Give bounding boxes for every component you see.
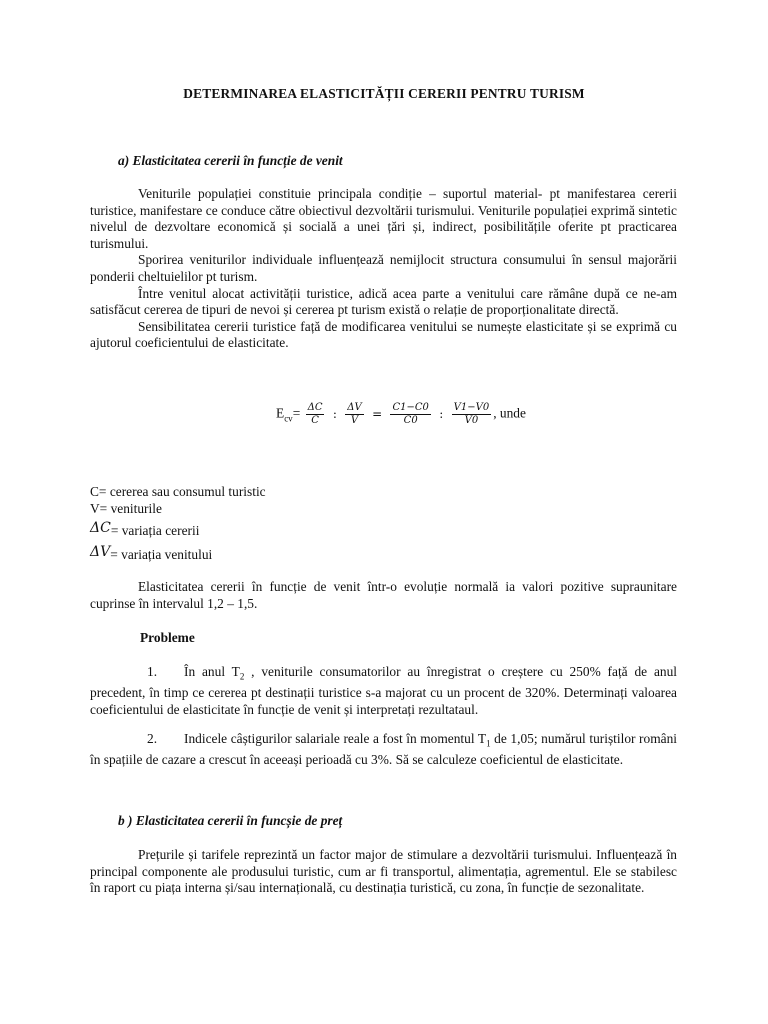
formula-lhs: E bbox=[276, 405, 285, 421]
formula-eq2: = bbox=[372, 407, 383, 422]
paragraph: Sporirea veniturilor individuale influențează nemijlocit structura consumului în sensul majorării ponderii cheltuielilor pt turism. bbox=[90, 252, 677, 284]
definition-c: C= cererea sau consumul turistic bbox=[90, 484, 266, 499]
problems-heading: Probleme bbox=[140, 630, 195, 645]
section-b-heading: b ) Elasticitatea cererii în funcșie de preț bbox=[118, 813, 343, 828]
formula-colon: : bbox=[332, 407, 337, 422]
section-b-body: Prețurile și tarifele reprezintă un factor major de stimulare a dezvoltării turismului. Influențează în principal componente ale produsului turistic, cum ar fi transportul, alimentația, agrementul. Ele se stabilesc în raport cu piața interna și/sau internațională, cu destinația turistică, cu zona, în funcție de sezonalitate. bbox=[90, 847, 677, 896]
fraction-delta-c: $\frac{\Delta C}{C}$ bbox=[307, 402, 323, 426]
problem-2: 2. Indicele câștigurilor salariale reale a fost în momentul $T_1$ de 1,05; numărul turiștilor români în spațiile de cazare a crescut în aceeași perioadă cu 3%. Să se calculeze coeficientul de elasticitate. bbox=[90, 731, 677, 768]
definition-delta-c: ΔC= variația cererii bbox=[90, 520, 200, 538]
formula-colon2: : bbox=[439, 407, 444, 422]
document-title: DETERMINAREA ELASTICITĂȚII CERERII PENTRU TURISM bbox=[183, 86, 585, 101]
fraction-delta-v: $\frac{\Delta V}{V}$ bbox=[347, 402, 362, 426]
formula-suffix: , unde bbox=[493, 405, 526, 421]
formula-eq: = bbox=[292, 405, 301, 421]
section-a-conclusion: Elasticitatea cererii în funcție de venit într-o evoluție normală ia valori pozitive supraunitare cuprinse în intervalul 1,2 – 1,5. bbox=[90, 579, 677, 611]
fraction-c1-c0: $\frac{C1-C0}{C0}$ bbox=[392, 402, 429, 426]
paragraph: Între venitul alocat activității turistice, adică acea parte a venitului care rămâne după ce ne-am satisfăcut cererea de tipuri de nevoi și cererea pt turism există o relație de proporționalitate directă. bbox=[90, 285, 677, 318]
fraction-v1-v0: $\frac{V1-V0}{V0}$ bbox=[453, 402, 490, 426]
paragraph: Veniturile populației constituie principala condiție – suportul material- pt manifestarea cererii turistice, manifestare ce conduce către obiectivul dezvoltării turismului. Veniturile populației exprimă sintetic nivelul de dezvoltare economică și socială a unei țări și, indirect, posibilitățile oferite pt practicarea turismului. bbox=[90, 186, 677, 251]
problem-1: 1. În anul $T_2$ , veniturile consumatorilor au înregistrat o creștere cu 250% față de anul precedent, în timp ce cererea pt destinații turistice s-a majorat cu un procent de 320%. Determinați valoarea coeficientului de elasticitate în funcție de venit și interpretați rezultataul. bbox=[90, 664, 677, 717]
formula-lhs-sub: cv bbox=[284, 413, 293, 424]
section-a-body bbox=[90, 186, 677, 352]
definition-v: V= veniturile bbox=[90, 501, 162, 516]
paragraph: Sensibilitatea cererii turistice față de modificarea venitului se numește elasticitate și se exprimă cu ajutorul coeficientului de elasticitate. bbox=[90, 318, 677, 351]
section-a-heading: a) Elasticitatea cererii în funcție de venit bbox=[118, 153, 343, 168]
definition-delta-v: ΔV= variația venitului bbox=[90, 544, 213, 562]
definitions-list bbox=[90, 484, 490, 566]
